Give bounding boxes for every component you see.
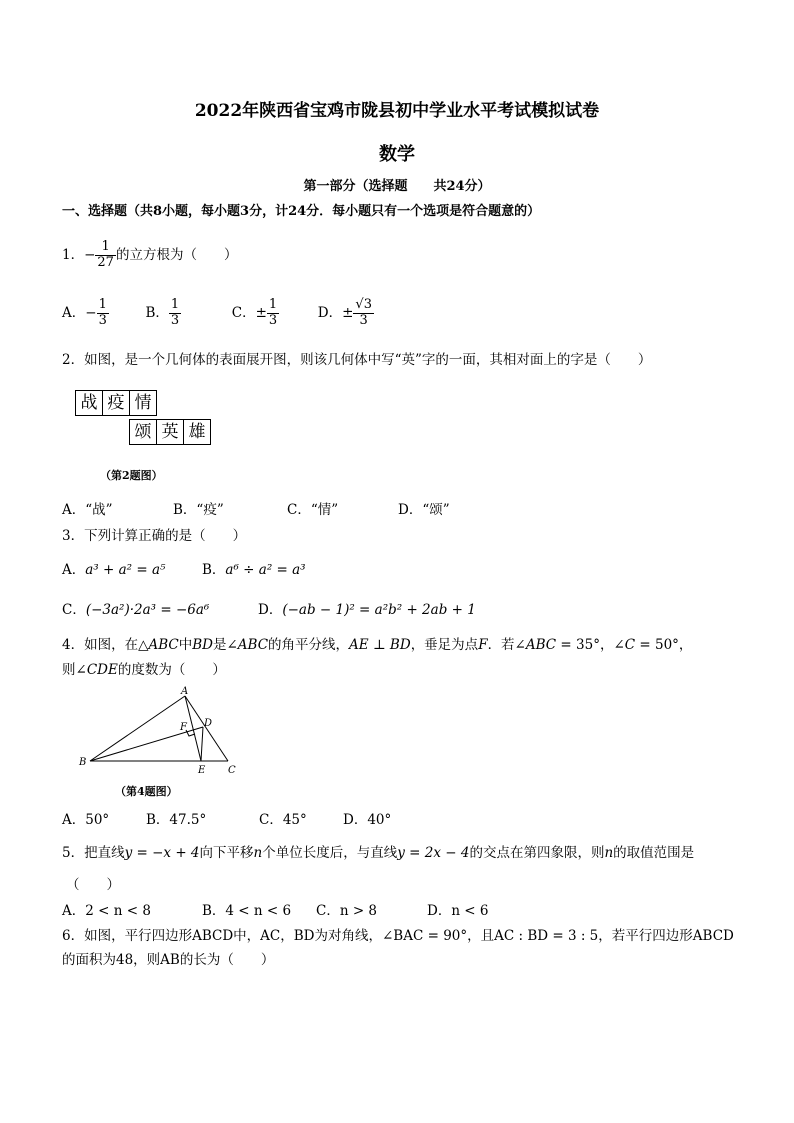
text: 的取值范围是	[613, 845, 695, 861]
question-5-option-d: D．n < 6	[427, 903, 489, 919]
math: ABC	[525, 637, 557, 653]
text: 个单位长度后，与直线	[262, 845, 398, 861]
figure-caption: （第2题图）	[100, 469, 163, 482]
fraction	[95, 240, 116, 271]
math: CDE	[86, 662, 118, 678]
option-label: D．	[317, 304, 343, 321]
point-label-e: E	[198, 765, 206, 776]
net-cell: 雄	[183, 419, 211, 445]
question-5-line-2: （ ）	[66, 877, 120, 893]
math: ABC	[237, 637, 269, 653]
fraction-denominator: 27	[97, 254, 114, 270]
point-label-b: B	[79, 757, 87, 768]
option-label: A．	[62, 562, 86, 578]
segment-ab	[90, 696, 185, 761]
question-2-option-c: C．“情”	[287, 502, 339, 518]
question-4-option-d: D．40°	[343, 812, 392, 828]
question-4-option-c: C．45°	[259, 812, 307, 828]
fraction-numerator: 1	[268, 297, 278, 312]
text: 5．把直线	[62, 845, 125, 861]
fraction	[353, 298, 374, 329]
question-4-line-1	[62, 633, 692, 653]
figure-caption: （第4题图）	[115, 785, 178, 798]
triangle-figure	[76, 686, 246, 778]
question-2-option-a: A．“战”	[62, 502, 113, 518]
question-3-option-d	[258, 598, 476, 618]
text: = 35°，∠	[556, 637, 625, 653]
math-expression: (−ab − 1)² = a²b² + 2ab + 1	[282, 602, 476, 618]
fraction-denominator: 3	[170, 312, 180, 328]
math: C	[624, 637, 636, 653]
math: n	[253, 845, 263, 861]
net-cell: 颂	[129, 419, 157, 445]
option-label: D．	[258, 602, 283, 618]
option-label: B．	[145, 304, 169, 321]
question-4-line-2	[62, 658, 226, 678]
question-2-option-b: B．“疫”	[173, 502, 224, 518]
net-cell: 疫	[102, 390, 130, 416]
text: 的角平分线，	[268, 637, 350, 653]
question-2-option-d: D．“颂”	[398, 502, 450, 518]
fraction-numerator: 1	[95, 240, 116, 256]
math: AE ⊥ BD	[349, 637, 411, 653]
fraction	[267, 298, 279, 329]
net-cell: 战	[75, 390, 103, 416]
text: 则∠	[62, 662, 87, 678]
text: 中	[178, 637, 193, 653]
fraction-numerator: 1	[98, 297, 107, 312]
math-expression: (−3a²)·2a³ = −6a⁶	[85, 602, 210, 618]
text: 的交点在第四象限，则	[469, 845, 605, 861]
point-label-f: F	[180, 722, 187, 733]
section-heading: 一、选择题（共8小题，每小题3分，计24分．每小题只有一个选项是符合题意的）	[62, 204, 541, 219]
question-6-line-1: 6．如图，平行四边形ABCD中，AC，BD为对角线，∠BAC = 90°，且AC : BD = 3 : 5，若平行四边形ABCD	[62, 928, 734, 944]
fraction-numerator: 1	[170, 297, 180, 312]
fraction-denominator: 3	[268, 312, 278, 328]
fraction-denominator: 3	[98, 312, 107, 328]
question-5-option-a: A．2 < n < 8	[62, 903, 151, 919]
question-4-option-b: B．47.5°	[146, 812, 207, 828]
option-d	[317, 297, 374, 328]
option-label: C．	[62, 602, 86, 618]
option-sign: −	[85, 304, 97, 321]
question-3-option-a	[62, 558, 165, 578]
net-cell: 英	[156, 419, 184, 445]
question-5-option-c: C．n > 8	[316, 903, 378, 919]
neg-sign: −	[84, 246, 96, 263]
exam-subject: 数学	[379, 144, 415, 165]
fraction-numerator: √3	[355, 297, 372, 312]
stem-text: 的立方根为（ ）	[115, 246, 238, 263]
math: n	[604, 845, 614, 861]
option-a	[62, 297, 109, 328]
math: BD	[192, 637, 213, 653]
option-sign: ±	[342, 304, 354, 321]
text: 向下平移	[199, 845, 254, 861]
option-b	[145, 297, 181, 328]
option-c	[231, 297, 279, 328]
point-label-d: D	[204, 718, 213, 729]
text: ．若∠	[487, 637, 526, 653]
part-heading: 第一部分（选择题 共24分）	[303, 179, 491, 194]
option-label: A．	[62, 304, 86, 321]
option-sign: ±	[255, 304, 267, 321]
question-1-stem	[62, 240, 237, 271]
math-expression: a⁶ ÷ a² = a³	[225, 562, 306, 578]
text: 的度数为（ ）	[117, 662, 226, 678]
text: 4．如图，在△	[62, 637, 149, 653]
math: ABC	[148, 637, 179, 653]
question-3-stem: 3．下列计算正确的是（ ）	[62, 528, 247, 544]
question-3-option-b	[202, 558, 306, 578]
question-5-option-b: B．4 < n < 6	[202, 903, 292, 919]
math: F	[478, 637, 488, 653]
question-5-line-1	[62, 841, 694, 861]
fraction	[169, 298, 181, 329]
question-2-stem: 2．如图，是一个几何体的表面展开图，则该几何体中写“英”字的一面，其相对面上的字是（ ）	[62, 352, 652, 368]
option-label: C．	[231, 304, 256, 321]
math: y = −x + 4	[124, 845, 200, 861]
text: = 50°，	[635, 637, 693, 653]
net-cell: 情	[129, 390, 157, 416]
fraction-denominator: 3	[359, 312, 368, 328]
net-figure	[75, 390, 220, 446]
question-3-option-c	[62, 598, 209, 618]
text: 是∠	[212, 637, 238, 653]
exam-title: 2022年陕西省宝鸡市陇县初中学业水平考试模拟试卷	[194, 101, 600, 121]
question-1-options	[62, 298, 374, 329]
point-label-c: C	[228, 765, 236, 776]
math-expression: a³ + a² = a⁵	[85, 562, 166, 578]
question-4-option-a: A．50°	[62, 812, 110, 828]
question-number: 1．	[62, 246, 85, 263]
fraction	[97, 298, 109, 329]
option-label: B．	[202, 562, 226, 578]
point-label-a: A	[181, 686, 189, 697]
question-6-line-2: 的面积为48，则AB的长为（ ）	[62, 952, 275, 968]
math: y = 2x − 4	[397, 845, 470, 861]
segment-de	[201, 727, 203, 761]
text: ，垂足为点	[410, 637, 479, 653]
